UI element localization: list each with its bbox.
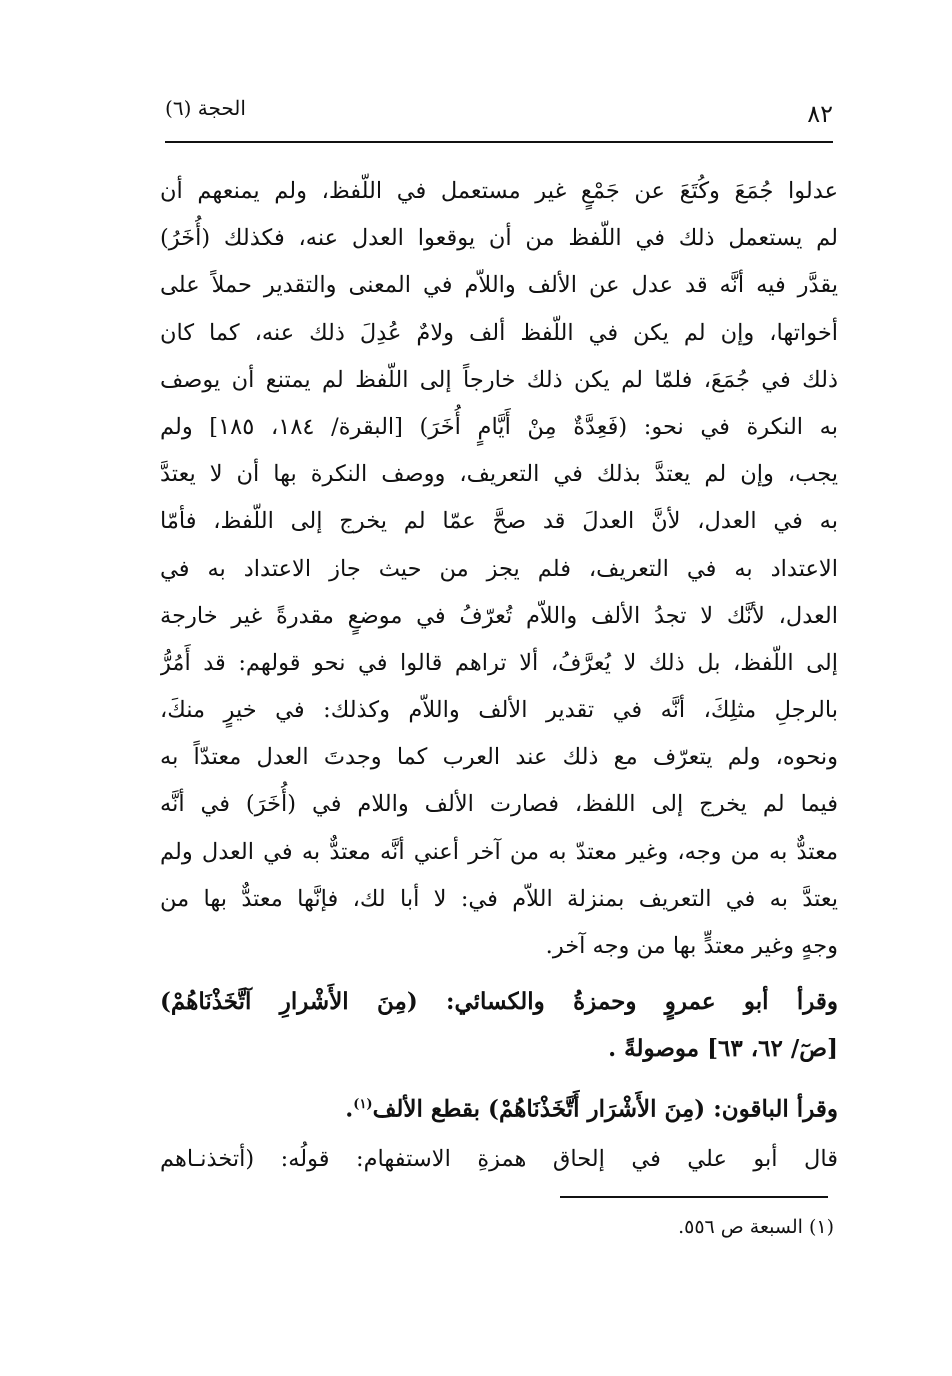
text-line: عدلوا جُمَعَ وكُتَعَ عن جَمْعٍ غير مستعمل في اللّفظ، ولم يمنعهم أن [160, 178, 838, 204]
running-title: الحجة (٦) [165, 96, 246, 120]
text-line: يجب، وإن لم يعتدَّ بذلك في التعريف، ووصف النكرة بها أن لا يعتدَّ [160, 461, 838, 488]
text-line: يقدَّر فيه أنَّه قد عدل عن الألف واللاّم في المعنى والتقدير حملاً على [160, 272, 838, 299]
text-line: قال أبو علي في إلحاق همزةِ الاستفهام: قولُه: (أتخذنـاهم [160, 1145, 838, 1172]
text-line: وجهٍ وغير معتدٍّ بها من وجه آخر. [545, 933, 838, 959]
text-line: ونحوه، ولم يتعرّف مع ذلك عند العرب كما وجدتَ العدل معتدّاً به [160, 744, 838, 771]
reading-line [160, 1081, 838, 1128]
reading-end: . [345, 1095, 354, 1123]
text-line: إلى اللّفظ، بل ذلك لا يُعرَّفُ، ألا تراهم قالوا في نحو قولهم: قد أَمُرُّ [160, 649, 838, 676]
text-line: بالرجلِ مثلِكَ، أنَّه في تقدير الألف واللاّم وكذلك: في خيرٍ منكَ، [160, 697, 838, 724]
text-line: معتدٌّ به من وجه، وغير معتدّ به من آخر أعني أنَّه معتدٌّ به في العدل ولم [160, 838, 838, 865]
text-line: الاعتداد به في التعريف، فلم يجز من حيث جاز الاعتداد به في [160, 555, 838, 582]
text-line: لم يستعمل ذلك في اللّفظ من أن يوقعوا العدل عنه، فكذلك (أُخَرُ) [160, 225, 838, 252]
text-line: يعتدَّ به في التعريف بمنزلة اللاّم في: لا أبا لك، فإنَّها معتدٌّ بها من [160, 885, 838, 912]
text-line: به في العدل، لأنَّ العدلَ قد صحَّ عمّا لم يخرج إلى اللّفظ، فأمّا [160, 508, 838, 535]
text-line: به النكرة في نحو: (فَعِدَّةٌ مِنْ أَيَّامٍ أُخَرَ) [البقرة/ ١٨٤، ١٨٥] ولم [160, 413, 838, 440]
reading-line: وقرأ أبو عمروٍ وحمزةُ والكسائي: (مِنَ الأَشْرارِ آتَّخَذْنَاهُمْ) [160, 988, 838, 1016]
header-rule [165, 141, 833, 143]
reading-line: [صٓ/ ٦٢، ٦٣] موصولةً . [608, 1035, 838, 1063]
page-header [165, 88, 833, 140]
text-line: أخواتها، وإن لم يكن في اللّفظ ألف ولامٌ عُدِلَ ذلك عنه، كما كان [160, 319, 838, 346]
text-line: فيما لم يخرج إلى اللفظ، فصارت الألف واللام في (أُخَرَ) في أنَّه [160, 791, 838, 818]
footnote: (١) السبعة ص ٥٥٦. [678, 1216, 834, 1238]
reading-text: وقرأ الباقون: (مِنَ الأَشْرَار أَتَّخَذْنَاهُمْ) بقطع الألف [372, 1095, 838, 1123]
page-number: ٨٢ [807, 100, 833, 128]
body-text [160, 168, 838, 1183]
text-line: العدل، لأنَّك لا تجدُ الألف واللاّم تُعرّفُ في موضعٍ مقدرةً غير خارجة [160, 602, 838, 629]
footnote-rule [560, 1196, 828, 1198]
text-line: ذلك في جُمَعَ، فلمّا لم يكن ذلك خارجاً إلى اللّفظ لم يمتنع أن يوصف [160, 366, 838, 393]
footnote-ref: (١) [353, 1096, 373, 1112]
